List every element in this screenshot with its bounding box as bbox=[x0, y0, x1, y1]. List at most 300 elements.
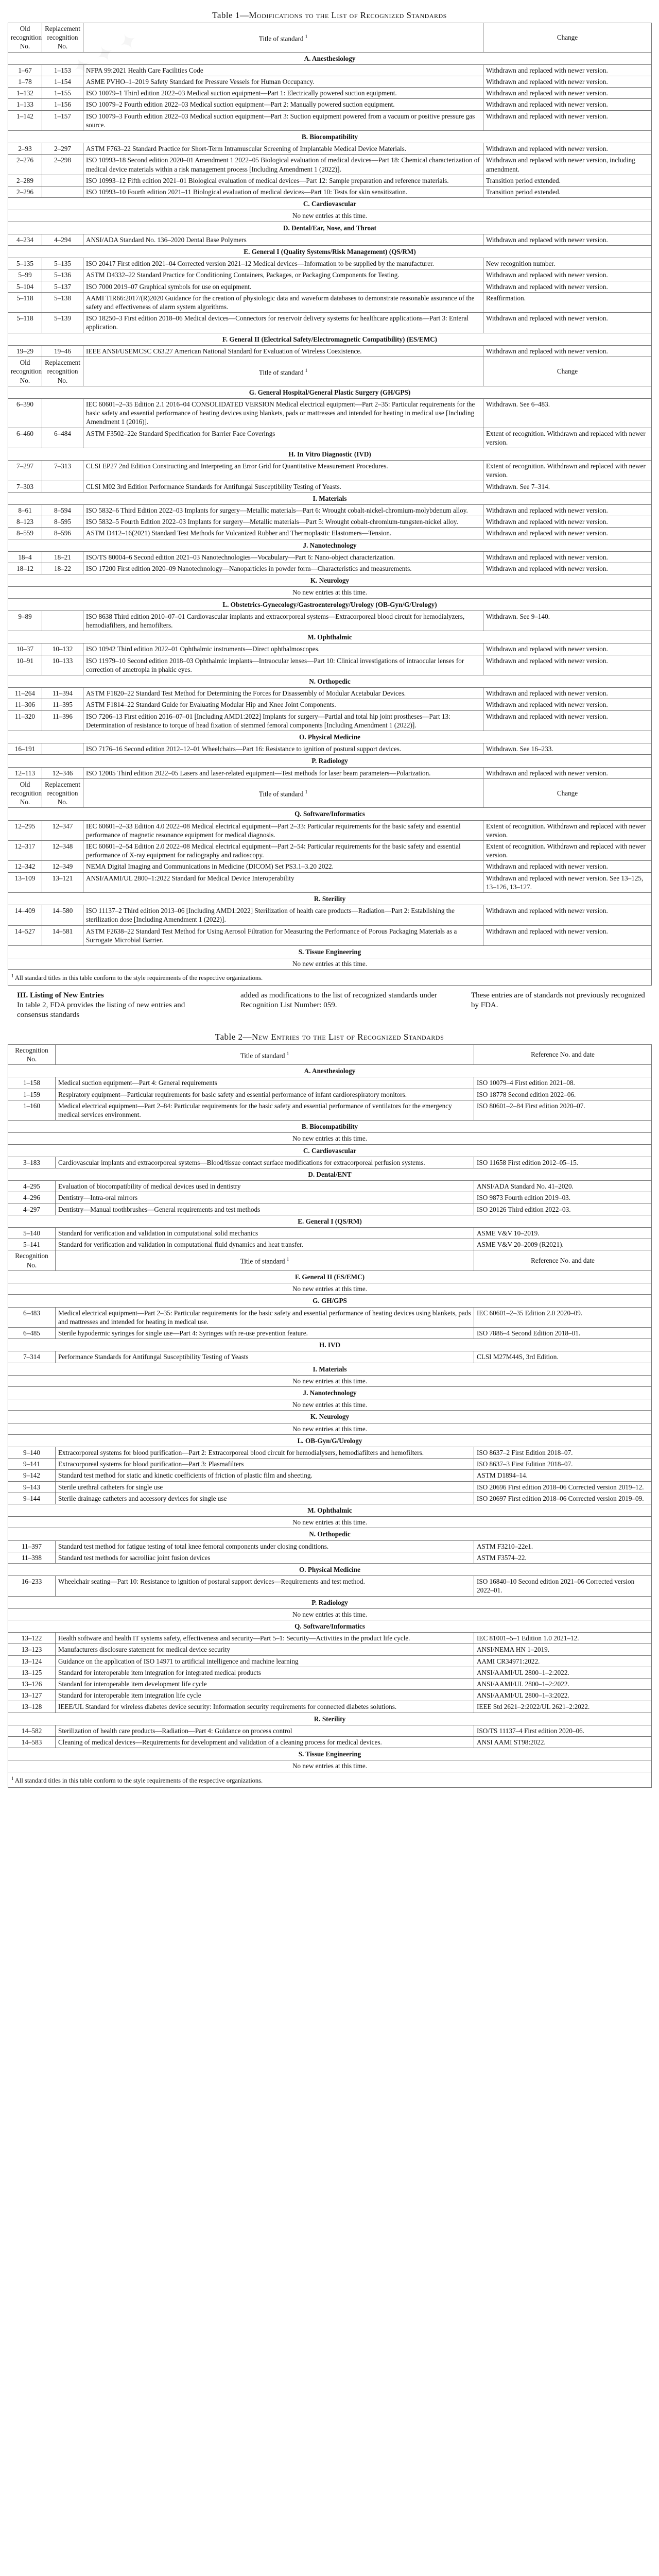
table-row bbox=[8, 155, 652, 175]
recognition-number: 1–159 bbox=[8, 1089, 56, 1100]
table-row bbox=[8, 841, 652, 861]
change-description: Withdrawn and replaced with newer version. bbox=[483, 861, 652, 872]
footnote-mark: 1 bbox=[11, 973, 14, 979]
section-title: J. Nanotechnology bbox=[8, 1386, 652, 1399]
recognition-number: 7–314 bbox=[8, 1351, 56, 1363]
standard-title: CLSI M02 3rd Edition Performance Standards for Antifungal Susceptibility Testing of Yeasts. bbox=[83, 481, 483, 492]
replacement-recognition-number: 5–138 bbox=[42, 292, 83, 312]
replacement-recognition-number: 5–137 bbox=[42, 281, 83, 292]
footnote-row bbox=[8, 970, 652, 985]
section-title: B. Biocompatibility bbox=[8, 1121, 652, 1133]
reference-number: IEEE Std 2621–2:2022/UL 2621–2:2022. bbox=[474, 1701, 652, 1713]
standard-title: ISO 20417 First edition 2021–04 Corrected version 2021–12 Medical devices—Information to be supplied by the manufacturer. bbox=[83, 258, 483, 269]
table-row bbox=[8, 861, 652, 872]
section-title: C. Cardiovascular bbox=[8, 198, 652, 210]
replacement-recognition-number: 5–136 bbox=[42, 269, 83, 281]
table2-header-row bbox=[8, 1250, 652, 1270]
recognition-number: 1–158 bbox=[8, 1077, 56, 1089]
reference-number: ISO 10079–4 First edition 2021–08. bbox=[474, 1077, 652, 1089]
old-recognition-number: 14–409 bbox=[8, 905, 42, 925]
recognition-number: 13–123 bbox=[8, 1644, 56, 1655]
section-title: A. Anesthesiology bbox=[8, 52, 652, 64]
old-recognition-number: 5–104 bbox=[8, 281, 42, 292]
section-header-row bbox=[8, 222, 652, 234]
recognition-number: 16–233 bbox=[8, 1576, 56, 1596]
header-recognition-number: Recognition No. bbox=[8, 1250, 56, 1270]
section-title: A. Anesthesiology bbox=[8, 1065, 652, 1077]
table1-title-text: Modifications to the List of Recognized Standards bbox=[249, 10, 447, 20]
standard-title: ISO 8638 Third edition 2010–07–01 Cardiovascular implants and extracorporeal systems—Extracorporeal blood circuit for hemodialyzers, hemodiafilters, and hemofilters. bbox=[83, 611, 483, 631]
change-description: Withdrawn and replaced with newer version. bbox=[483, 655, 652, 675]
standard-title: ISO 10993–10 Fourth edition 2021–11 Biological evaluation of medical devices—Part 10: Tests for skin sensitization. bbox=[83, 187, 483, 198]
section-header-row bbox=[8, 755, 652, 767]
old-recognition-number: 5–118 bbox=[8, 313, 42, 333]
footnote-mark: 1 bbox=[286, 1050, 289, 1056]
section-header-row bbox=[8, 731, 652, 743]
old-recognition-number: 8–123 bbox=[8, 516, 42, 528]
old-recognition-number: 5–118 bbox=[8, 292, 42, 312]
empty-row bbox=[8, 1399, 652, 1411]
standard-title: ISO 17200 First edition 2020–09 Nanotechnology—Nanoparticles in powder form—Characteristics and measurements. bbox=[83, 563, 483, 574]
old-recognition-number: 1–67 bbox=[8, 64, 42, 76]
reference-number: ANSI/AAMI/UL 2800–1–2:2022. bbox=[474, 1679, 652, 1690]
standard-title: Performance Standards for Antifungal Susceptibility Testing of Yeasts bbox=[56, 1351, 474, 1363]
table-row bbox=[8, 88, 652, 99]
standard-title: ASTM F2638–22 Standard Test Method for Using Aerosol Filtration for Measuring the Performance of Porous Packaging Materials as a Surrogate Microbial Barrier. bbox=[83, 925, 483, 945]
table-row bbox=[8, 1725, 652, 1736]
header-title-of-standard: Title of standard $^1$ bbox=[83, 778, 483, 808]
standard-title: ISO 10079–1 Third edition 2022–03 Medical suction equipment—Part 1: Electrically powered suction equipment. bbox=[83, 88, 483, 99]
section-header-row bbox=[8, 1121, 652, 1133]
reference-number: ISO 16840–10 Second edition 2021–06 Corrected version 2022–01. bbox=[474, 1576, 652, 1596]
empty-row bbox=[8, 210, 652, 222]
standard-title: Cleaning of medical devices—Requirements for development and validation of a cleaning process for medical devices. bbox=[56, 1737, 474, 1748]
old-recognition-number: 5–99 bbox=[8, 269, 42, 281]
standard-title: ASTM D4332–22 Standard Practice for Conditioning Containers, Packages, or Packaging Components for Testing. bbox=[83, 269, 483, 281]
reference-number: IEC 60601–2–35 Edition 2.0 2020–09. bbox=[474, 1307, 652, 1327]
table1-modifications bbox=[8, 23, 652, 986]
standard-title: NFPA 99:2021 Health Care Facilities Code bbox=[83, 64, 483, 76]
replacement-recognition-number: 4–294 bbox=[42, 234, 83, 245]
table-row bbox=[8, 1540, 652, 1552]
section-title: G. GH/GPS bbox=[8, 1295, 652, 1307]
section-title: K. Neurology bbox=[8, 574, 652, 587]
table-row bbox=[8, 1204, 652, 1215]
change-description: Withdrawn and replaced with newer version. bbox=[483, 110, 652, 130]
section-title: I. Materials bbox=[8, 492, 652, 504]
recognition-number: 11–398 bbox=[8, 1552, 56, 1563]
old-recognition-number: 13–109 bbox=[8, 872, 42, 892]
table1-title-prefix: Table 1 bbox=[212, 10, 240, 20]
old-recognition-number: 1–133 bbox=[8, 99, 42, 110]
table2-new-entries bbox=[8, 1044, 652, 1788]
recognition-number: 9–142 bbox=[8, 1470, 56, 1481]
replacement-recognition-number: 10–133 bbox=[42, 655, 83, 675]
change-description: Withdrawn and replaced with newer version. bbox=[483, 643, 652, 655]
change-description: Transition period extended. bbox=[483, 187, 652, 198]
section-header-row bbox=[8, 1434, 652, 1447]
standard-title: Cardiovascular implants and extracorporeal systems—Blood/tissue contact surface modifications for extracorporeal perfusion systems. bbox=[56, 1157, 474, 1168]
section-title: I. Materials bbox=[8, 1363, 652, 1375]
no-entries-text: No new entries at this time. bbox=[8, 1517, 652, 1528]
change-description: Reaffirmation. bbox=[483, 292, 652, 312]
reference-number: ISO 8637–2 First Edition 2018–07. bbox=[474, 1447, 652, 1458]
table-row bbox=[8, 710, 652, 731]
old-recognition-number: 7–303 bbox=[8, 481, 42, 492]
table-row bbox=[8, 1470, 652, 1481]
change-description: Withdrawn and replaced with newer version. bbox=[483, 905, 652, 925]
change-description: Withdrawn and replaced with newer version. bbox=[483, 504, 652, 516]
change-description: Withdrawn and replaced with newer version. bbox=[483, 710, 652, 731]
old-recognition-number: 10–91 bbox=[8, 655, 42, 675]
reference-number: ISO 20696 First edition 2018–06 Corrected version 2019–12. bbox=[474, 1481, 652, 1493]
section-header-row bbox=[8, 808, 652, 820]
header-replacement-recognition: Replacement recognition No. bbox=[42, 778, 83, 808]
standard-title: Sterilization of health care products—Radiation—Part 4: Guidance on process control bbox=[56, 1725, 474, 1736]
reference-number: ISO 7886–4 Second Edition 2018–01. bbox=[474, 1327, 652, 1338]
change-description: Transition period extended. bbox=[483, 175, 652, 186]
standard-title: ANSI/ADA Standard No. 136–2020 Dental Base Polymers bbox=[83, 234, 483, 245]
no-entries-text: No new entries at this time. bbox=[8, 587, 652, 598]
reference-number: ISO 9873 Fourth edition 2019–03. bbox=[474, 1192, 652, 1204]
change-description: Withdrawn and replaced with newer version. bbox=[483, 688, 652, 699]
standard-title: ISO 7176–16 Second edition 2012–12–01 Wheelchairs—Part 16: Resistance to ignition of postural support devices. bbox=[83, 743, 483, 755]
standard-title: Dentistry—Manual toothbrushes—General requirements and test methods bbox=[56, 1204, 474, 1215]
header-old-recognition: Old recognition No. bbox=[8, 23, 42, 53]
replacement-recognition-number: 12–348 bbox=[42, 841, 83, 861]
change-description: Withdrawn and replaced with newer version. bbox=[483, 563, 652, 574]
standard-title: ISO 12005 Third edition 2022–05 Lasers and laser-related equipment—Test methods for laser beam parameters—Polarization. bbox=[83, 767, 483, 778]
section-iii bbox=[8, 986, 651, 1029]
change-description: Withdrawn. See 7–314. bbox=[483, 481, 652, 492]
table1-header-row bbox=[8, 357, 652, 386]
standard-title: Sterile urethral catheters for single use bbox=[56, 1481, 474, 1493]
reference-number: AAMI CR34971:2022. bbox=[474, 1655, 652, 1667]
recognition-number: 5–140 bbox=[8, 1228, 56, 1239]
old-recognition-number: 18–4 bbox=[8, 551, 42, 563]
standard-title: Standard test method for fatigue testing of total knee femoral components under closing conditions. bbox=[56, 1540, 474, 1552]
header-change: Change bbox=[483, 357, 652, 386]
old-recognition-number: 12–113 bbox=[8, 767, 42, 778]
section-header-row bbox=[8, 1713, 652, 1725]
old-recognition-number: 2–93 bbox=[8, 143, 42, 155]
replacement-recognition-number bbox=[42, 481, 83, 492]
change-description: Withdrawn and replaced with newer version. bbox=[483, 143, 652, 155]
header-change: Change bbox=[483, 23, 652, 53]
replacement-recognition-number: 1–157 bbox=[42, 110, 83, 130]
table-row bbox=[8, 1633, 652, 1644]
standard-title: Wheelchair seating—Part 10: Resistance to ignition of postural support devices—Requirements and test method. bbox=[56, 1576, 474, 1596]
standard-title: ISO 5832–6 Third Edition 2022–03 Implants for surgery—Metallic materials—Part 6: Wrought cobalt-nickel-chromium-molybdenum alloy. bbox=[83, 504, 483, 516]
table-row bbox=[8, 1576, 652, 1596]
recognition-number: 13–128 bbox=[8, 1701, 56, 1713]
replacement-recognition-number: 14–581 bbox=[42, 925, 83, 945]
recognition-number: 4–297 bbox=[8, 1204, 56, 1215]
section-header-row bbox=[8, 448, 652, 460]
change-description: Withdrawn and replaced with newer version. See 13–125, 13–126, 13–127. bbox=[483, 872, 652, 892]
standard-title: IEC 60601–2–54 Edition 2.0 2022–08 Medical electrical equipment—Part 2–54: Particular requirements for the basic safety and essential performance of X-ray equipment for radiography and radioscopy. bbox=[83, 841, 483, 861]
empty-row bbox=[8, 1608, 652, 1620]
old-recognition-number: 10–37 bbox=[8, 643, 42, 655]
standard-title: ASTM F3502–22e Standard Specification for Barrier Face Coverings bbox=[83, 428, 483, 448]
recognition-number: 14–582 bbox=[8, 1725, 56, 1736]
standard-title: ISO 10942 Third edition 2022–01 Ophthalmic instruments—Direct ophthalmoscopes. bbox=[83, 643, 483, 655]
recognition-number: 9–144 bbox=[8, 1493, 56, 1504]
table-row bbox=[8, 1077, 652, 1089]
change-description: Extent of recognition. Withdrawn and replaced with newer version. bbox=[483, 820, 652, 840]
section-header-row bbox=[8, 1363, 652, 1375]
standard-title: Sterile hypodermic syringes for single use—Part 4: Syringes with re-use prevention feature. bbox=[56, 1327, 474, 1338]
standard-title: Medical suction equipment—Part 4: General requirements bbox=[56, 1077, 474, 1089]
change-description: Withdrawn and replaced with newer version. bbox=[483, 234, 652, 245]
change-description: Withdrawn and replaced with newer version. bbox=[483, 551, 652, 563]
standard-title: ASTM D412–16(2021) Standard Test Methods for Vulcanized Rubber and Thermoplastic Elastomers—Tension. bbox=[83, 528, 483, 539]
table-row bbox=[8, 398, 652, 428]
table-row bbox=[8, 925, 652, 945]
empty-row bbox=[8, 1517, 652, 1528]
reference-number: ISO 8637–3 First Edition 2018–07. bbox=[474, 1459, 652, 1470]
recognition-number: 13–127 bbox=[8, 1690, 56, 1701]
header-change: Change bbox=[483, 778, 652, 808]
replacement-recognition-number: 12–346 bbox=[42, 767, 83, 778]
standard-title: Standard for verification and validation in computational fluid dynamics and heat transfer. bbox=[56, 1239, 474, 1250]
standard-title: ISO/TS 80004–6 Second edition 2021–03 Nanotechnologies—Vocabulary—Part 6: Nano-object characterization. bbox=[83, 551, 483, 563]
section-header-row bbox=[8, 1620, 652, 1632]
replacement-recognition-number: 11–396 bbox=[42, 710, 83, 731]
footnote-row bbox=[8, 1772, 652, 1787]
standard-title: CLSI EP27 2nd Edition Constructing and Interpreting an Error Grid for Quantitative Measurement Procedures. bbox=[83, 461, 483, 481]
no-entries-text: No new entries at this time. bbox=[8, 1375, 652, 1386]
table-row bbox=[8, 1644, 652, 1655]
standard-title: Standard test method for static and kinetic coefficients of friction of plastic film and sheeting. bbox=[56, 1470, 474, 1481]
table-row bbox=[8, 743, 652, 755]
old-recognition-number: 18–12 bbox=[8, 563, 42, 574]
reference-number: ISO 11658 First edition 2012–05–15. bbox=[474, 1157, 652, 1168]
empty-row bbox=[8, 1375, 652, 1386]
standard-title: Health software and health IT systems safety, effectiveness and security—Part 5–1: Security—Activities in the product life cycle. bbox=[56, 1633, 474, 1644]
standard-title: Extracorporeal systems for blood purification—Part 3: Plasmafilters bbox=[56, 1459, 474, 1470]
reference-number: ANSI/AAMI/UL 2800–1–2:2022. bbox=[474, 1667, 652, 1678]
section-title: J. Nanotechnology bbox=[8, 539, 652, 551]
standard-title: Standard for verification and validation in computational solid mechanics bbox=[56, 1228, 474, 1239]
change-description: Withdrawn and replaced with newer version. bbox=[483, 767, 652, 778]
table-row bbox=[8, 1327, 652, 1338]
replacement-recognition-number: 8–595 bbox=[42, 516, 83, 528]
section-header-row bbox=[8, 492, 652, 504]
footnote-mark: 1 bbox=[286, 1257, 289, 1262]
section-title: C. Cardiovascular bbox=[8, 1144, 652, 1157]
header-replacement-recognition: Replacement recognition No. bbox=[42, 357, 83, 386]
change-description: Withdrawn and replaced with newer version. bbox=[483, 516, 652, 528]
section-title: R. Sterility bbox=[8, 893, 652, 905]
replacement-recognition-number: 8–596 bbox=[42, 528, 83, 539]
replacement-recognition-number bbox=[42, 175, 83, 186]
no-entries-text: No new entries at this time. bbox=[8, 210, 652, 222]
replacement-recognition-number: 2–298 bbox=[42, 155, 83, 175]
table-row bbox=[8, 76, 652, 88]
table-row bbox=[8, 1239, 652, 1250]
empty-row bbox=[8, 1133, 652, 1144]
replacement-recognition-number bbox=[42, 611, 83, 631]
standard-title: ISO 18250–3 First edition 2018–06 Medical devices—Connectors for reservoir delivery systems for healthcare applications—Part 3: Enteral application. bbox=[83, 313, 483, 333]
footnote: $^1$ All standard titles in this table conform to the style requirements of the respective organizations. bbox=[8, 1772, 652, 1787]
table-row bbox=[8, 820, 652, 840]
section-title: E. General I (QS/RM) bbox=[8, 1215, 652, 1227]
header-recognition-number: Recognition No. bbox=[8, 1044, 56, 1064]
table-row bbox=[8, 611, 652, 631]
table-row bbox=[8, 143, 652, 155]
header-title-of-standard: Title of standard $^1$ bbox=[56, 1250, 474, 1270]
change-description: Withdrawn. See 9–140. bbox=[483, 611, 652, 631]
standard-title: Medical electrical equipment—Part 2–35: Particular requirements for the basic safety and essential performance of heating devices using blankets, pads and mattresses and intended for heating in medical use. bbox=[56, 1307, 474, 1327]
standard-title: Extracorporeal systems for blood purification—Part 2: Extracorporeal blood circuit for hemodialysers, hemodiafilters and hemofilters. bbox=[56, 1447, 474, 1458]
section-header-row bbox=[8, 1411, 652, 1423]
empty-row bbox=[8, 958, 652, 970]
change-description: Withdrawn. See 16–233. bbox=[483, 743, 652, 755]
table-row bbox=[8, 281, 652, 292]
table-row bbox=[8, 269, 652, 281]
header-title-of-standard: Title of standard $^1$ bbox=[83, 357, 483, 386]
table-row bbox=[8, 461, 652, 481]
reference-number: ISO 18778 Second edition 2022–06. bbox=[474, 1089, 652, 1100]
section-header-row bbox=[8, 893, 652, 905]
replacement-recognition-number: 5–135 bbox=[42, 258, 83, 269]
recognition-number: 13–124 bbox=[8, 1655, 56, 1667]
section-header-row bbox=[8, 1386, 652, 1399]
header-reference-number: Reference No. and date bbox=[474, 1044, 652, 1064]
change-description: Withdrawn and replaced with newer version. bbox=[483, 345, 652, 357]
change-description: New recognition number. bbox=[483, 258, 652, 269]
old-recognition-number: 14–527 bbox=[8, 925, 42, 945]
replacement-recognition-number: 10–132 bbox=[42, 643, 83, 655]
section-header-row bbox=[8, 1215, 652, 1227]
footnote-mark: 1 bbox=[305, 789, 308, 795]
table-row bbox=[8, 1701, 652, 1713]
old-recognition-number: 5–135 bbox=[8, 258, 42, 269]
section-title: H. In Vitro Diagnostic (IVD) bbox=[8, 448, 652, 460]
section-header-row bbox=[8, 198, 652, 210]
change-description: Withdrawn and replaced with newer version. bbox=[483, 699, 652, 710]
old-recognition-number: 4–234 bbox=[8, 234, 42, 245]
section-header-row bbox=[8, 574, 652, 587]
change-description: Withdrawn and replaced with newer version. bbox=[483, 281, 652, 292]
recognition-number: 11–397 bbox=[8, 1540, 56, 1552]
section-title: O. Physical Medicine bbox=[8, 1563, 652, 1575]
change-description: Withdrawn and replaced with newer version. bbox=[483, 64, 652, 76]
replacement-recognition-number: 12–349 bbox=[42, 861, 83, 872]
section-header-row bbox=[8, 52, 652, 64]
standard-title: IEEE ANSI/USEMCSC C63.27 American National Standard for Evaluation of Wireless Coexistence. bbox=[83, 345, 483, 357]
reference-number: ASME V&V 20–2009 (R2021). bbox=[474, 1239, 652, 1250]
table1-title: Table 1—Modifications to the List of Recognized Standards bbox=[212, 10, 447, 20]
table-row bbox=[8, 345, 652, 357]
empty-row bbox=[8, 1283, 652, 1295]
reference-number: ASTM D1894–14. bbox=[474, 1470, 652, 1481]
table-row bbox=[8, 528, 652, 539]
section-title: L. OB-Gyn/G/Urology bbox=[8, 1434, 652, 1447]
table-row bbox=[8, 1089, 652, 1100]
change-description: Withdrawn and replaced with newer version. bbox=[483, 99, 652, 110]
standard-title: ISO 11137–2 Third edition 2013–06 [Including AMD1:2022] Sterilization of health care products—Radiation—Part 2: Establishing the sterilization dose [Including Amendment 1 (2022)]. bbox=[83, 905, 483, 925]
table2-title: Table 2—New Entries to the List of Recognized Standards bbox=[215, 1031, 444, 1042]
old-recognition-number: 1–132 bbox=[8, 88, 42, 99]
table-row bbox=[8, 872, 652, 892]
old-recognition-number: 8–559 bbox=[8, 528, 42, 539]
section-title: Q. Software/Informatics bbox=[8, 808, 652, 820]
recognition-number: 5–141 bbox=[8, 1239, 56, 1250]
standard-title: IEC 60601–2–33 Edition 4.0 2022–08 Medical electrical equipment—Part 2–33: Particular requirements for the basic safety and essential performance of magnetic resonance equipment for medical diagnosis. bbox=[83, 820, 483, 840]
standard-title: ISO 10993–12 Fifth edition 2021–01 Biological evaluation of medical devices—Part 12: Sample preparation and reference materials. bbox=[83, 175, 483, 186]
table-row bbox=[8, 1181, 652, 1192]
table-row bbox=[8, 905, 652, 925]
section-header-row bbox=[8, 386, 652, 398]
footnote: $^1$ All standard titles in this table conform to the style requirements of the respective organizations. bbox=[8, 970, 652, 985]
old-recognition-number: 2–276 bbox=[8, 155, 42, 175]
header-old-recognition: Old recognition No. bbox=[8, 357, 42, 386]
old-recognition-number: 19–29 bbox=[8, 345, 42, 357]
replacement-recognition-number: 14–580 bbox=[42, 905, 83, 925]
replacement-recognition-number: 11–395 bbox=[42, 699, 83, 710]
table-row bbox=[8, 64, 652, 76]
section-title: N. Orthopedic bbox=[8, 675, 652, 687]
recognition-number: 14–583 bbox=[8, 1737, 56, 1748]
section-header-row bbox=[8, 1528, 652, 1540]
standard-title: Standard test methods for sacroiliac joint fusion devices bbox=[56, 1552, 474, 1563]
standard-title: ISO 10079–3 Fourth edition 2022–03 Medical suction equipment—Part 3: Suction equipment powered from a vacuum or positive pressure gas source. bbox=[83, 110, 483, 130]
replacement-recognition-number: 18–21 bbox=[42, 551, 83, 563]
reference-number: ISO/TS 11137–4 First edition 2020–06. bbox=[474, 1725, 652, 1736]
old-recognition-number: 2–296 bbox=[8, 187, 42, 198]
standard-title: ISO 11979–10 Second edition 2018–03 Ophthalmic implants—Intraocular lenses—Part 10: Clinical investigations of intraocular lenses for correction of ametropia in phakic eyes. bbox=[83, 655, 483, 675]
section-iii-col2: added as modifications to the list of recognized standards under Recognition List Number: 059. bbox=[240, 991, 437, 1009]
table-row bbox=[8, 1447, 652, 1458]
change-description: Withdrawn and replaced with newer version. bbox=[483, 528, 652, 539]
section-header-row bbox=[8, 1065, 652, 1077]
table-row bbox=[8, 1228, 652, 1239]
section-header-row bbox=[8, 333, 652, 345]
section-title: F. General II (ES/EMC) bbox=[8, 1270, 652, 1283]
table-row bbox=[8, 504, 652, 516]
change-description: Withdrawn and replaced with newer version. bbox=[483, 88, 652, 99]
no-entries-text: No new entries at this time. bbox=[8, 1133, 652, 1144]
old-recognition-number: 12–295 bbox=[8, 820, 42, 840]
section-title: D. Dental/Ear, Nose, and Throat bbox=[8, 222, 652, 234]
table-row bbox=[8, 551, 652, 563]
table-row bbox=[8, 1737, 652, 1748]
empty-row bbox=[8, 1423, 652, 1434]
old-recognition-number: 16–191 bbox=[8, 743, 42, 755]
old-recognition-number: 12–317 bbox=[8, 841, 42, 861]
reference-number: ASTM F3210–22e1. bbox=[474, 1540, 652, 1552]
section-title: H. IVD bbox=[8, 1339, 652, 1351]
table-row bbox=[8, 688, 652, 699]
recognition-number: 13–125 bbox=[8, 1667, 56, 1678]
section-title: K. Neurology bbox=[8, 1411, 652, 1423]
replacement-recognition-number: 8–594 bbox=[42, 504, 83, 516]
old-recognition-number: 1–142 bbox=[8, 110, 42, 130]
standard-title: ISO 7206–13 First edition 2016–07–01 [Including AMD1:2022] Implants for surgery—Partial and total hip joint prostheses—Part 13: Determination of resistance to torque of head fixation of stemmed femoral components [Including Amendment 1 (2022)]. bbox=[83, 710, 483, 731]
section-header-row bbox=[8, 598, 652, 611]
replacement-recognition-number: 1–156 bbox=[42, 99, 83, 110]
section-header-row bbox=[8, 1295, 652, 1307]
table-row bbox=[8, 516, 652, 528]
table1-header-row bbox=[8, 778, 652, 808]
section-header-row bbox=[8, 1748, 652, 1760]
recognition-number: 3–183 bbox=[8, 1157, 56, 1168]
old-recognition-number: 6–390 bbox=[8, 398, 42, 428]
old-recognition-number: 11–320 bbox=[8, 710, 42, 731]
section-title: F. General II (Electrical Safety/Electromagnetic Compatibility) (ES/EMC) bbox=[8, 333, 652, 345]
